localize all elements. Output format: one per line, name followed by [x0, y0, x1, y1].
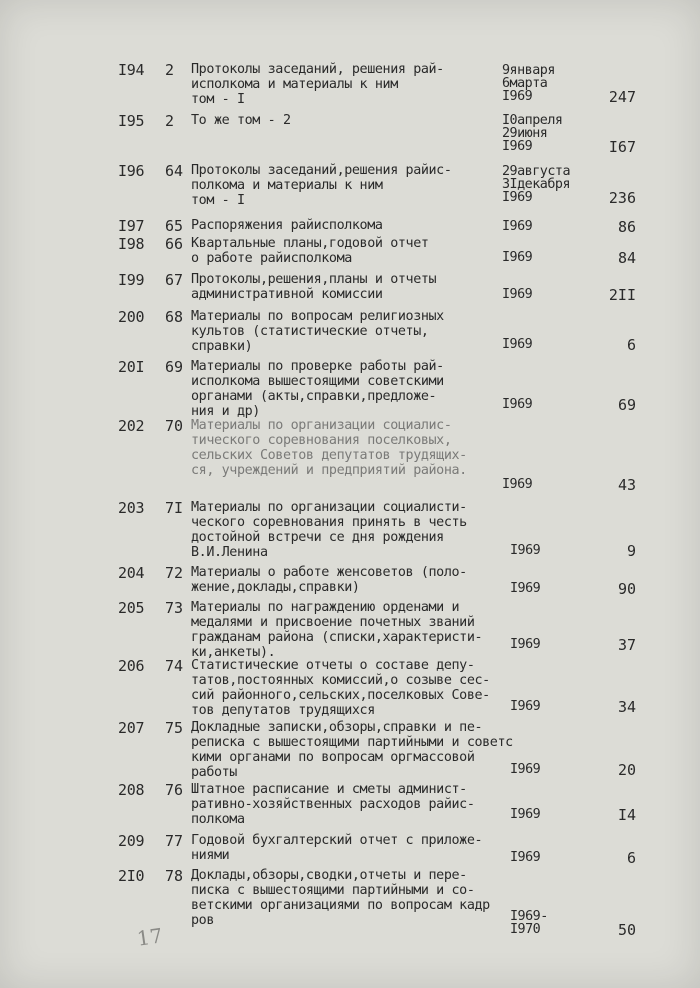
- date-line: I969: [502, 219, 533, 234]
- file-number: 66: [165, 235, 184, 253]
- date-line: I969: [510, 637, 541, 652]
- title-line: Годовой бухгалтерский отчет с приложе-: [191, 833, 483, 848]
- file-number: 67: [165, 271, 184, 289]
- sheet-count: 6: [626, 849, 636, 867]
- title-line: Штатное расписание и сметы админист-: [191, 782, 467, 797]
- file-number: 77: [165, 832, 184, 850]
- date-line: I969: [510, 699, 541, 714]
- item-number: I96: [118, 162, 145, 180]
- file-title: [191, 868, 511, 928]
- title-line: писка с вышестоящими партийными и со-: [191, 883, 475, 898]
- title-line: том - I: [191, 193, 245, 208]
- item-number: 2I0: [118, 867, 145, 885]
- title-line: органами (акты,справки,предложе-: [191, 389, 437, 404]
- title-line: работы: [191, 765, 237, 780]
- date-line: I969-: [510, 909, 548, 924]
- title-line: кими органами по вопросам оргмассовой: [191, 750, 475, 765]
- file-title: [191, 236, 511, 266]
- file-number: 76: [165, 781, 184, 799]
- date-line: 3Iдекабря: [502, 177, 571, 192]
- title-line: То же том - 2: [191, 113, 291, 128]
- date-line: 29августа: [502, 164, 571, 179]
- sheet-count: 69: [617, 396, 636, 414]
- file-number: 78: [165, 867, 184, 885]
- file-number: 7I: [165, 499, 184, 517]
- sheet-count: 236: [608, 189, 636, 207]
- sheet-count: 247: [608, 88, 636, 106]
- sheet-count: 20: [617, 761, 636, 779]
- title-line: Квартальные планы,годовой отчет: [191, 236, 429, 251]
- date-line: I969: [510, 543, 541, 558]
- file-number: 75: [165, 719, 184, 737]
- file-title: [191, 565, 511, 595]
- file-number: 68: [165, 308, 184, 326]
- item-number: 208: [118, 781, 145, 799]
- file-number: 73: [165, 599, 184, 617]
- title-line: жение,доклады,справки): [191, 580, 360, 595]
- title-line: ния и др): [191, 404, 260, 419]
- title-line: Доклады,обзоры,сводки,отчеты и пере-: [191, 868, 467, 883]
- title-line: ниями: [191, 848, 230, 863]
- title-line: полкома: [191, 812, 245, 827]
- title-line: исполкома вышестоящими советскими: [191, 374, 444, 389]
- title-line: культов (статистические отчеты,: [191, 324, 429, 339]
- file-number: 2: [165, 61, 175, 79]
- item-number: 20I: [118, 358, 145, 376]
- date-line: I970: [510, 922, 541, 937]
- title-line: полкома и материалы к ним: [191, 178, 383, 193]
- sheet-count: 37: [617, 636, 636, 654]
- file-number: 70: [165, 417, 184, 435]
- title-line: гражданам района (списки,характеристи-: [191, 630, 483, 645]
- title-line: том - I: [191, 92, 245, 107]
- sheet-count: 90: [617, 580, 636, 598]
- file-title: [191, 500, 511, 560]
- sheet-count: 2II: [608, 286, 636, 304]
- title-line: Материалы по организации социалис-: [191, 418, 452, 433]
- title-line: Материалы о работе женсоветов (поло-: [191, 565, 467, 580]
- item-number: I98: [118, 235, 145, 253]
- title-line: медалями и присвоение почетных званий: [191, 615, 475, 630]
- title-line: Материалы по вопросам религиозных: [191, 309, 444, 324]
- title-line: В.И.Ленина: [191, 545, 268, 560]
- file-title: [191, 113, 511, 128]
- date-line: 6марта: [502, 76, 548, 91]
- sheet-count: 9: [626, 542, 636, 560]
- date-line: 9января: [502, 63, 555, 78]
- sheet-count: 86: [617, 218, 636, 236]
- file-number: 64: [165, 162, 184, 180]
- date-line: I969: [502, 139, 533, 154]
- title-line: Распоряжения райисполкома: [191, 218, 383, 233]
- date-line: I969: [510, 850, 541, 865]
- title-line: Протоколы заседаний, решения рай-: [191, 62, 444, 77]
- file-number: 2: [165, 112, 175, 130]
- title-line: Материалы по организации социалисти-: [191, 500, 467, 515]
- item-number: I99: [118, 271, 145, 289]
- title-line: Протоколы,решения,планы и отчеты: [191, 272, 437, 287]
- title-line: сий районного,сельских,поселковых Сове-: [191, 688, 490, 703]
- title-line: ся, учреждений и предприятий района.: [191, 463, 467, 478]
- title-line: ки,анкеты).: [191, 645, 276, 660]
- file-title: [191, 272, 511, 302]
- file-number: 74: [165, 657, 184, 675]
- title-line: Докладные записки,обзоры,справки и пе-: [191, 720, 483, 735]
- item-number: I97: [118, 217, 145, 235]
- title-line: Материалы по награждению орденами и: [191, 600, 460, 615]
- file-title: [191, 218, 511, 233]
- title-line: административной комиссии: [191, 287, 383, 302]
- title-line: справки): [191, 339, 253, 354]
- file-title: [191, 658, 511, 718]
- file-title: [191, 782, 511, 827]
- file-title: [191, 62, 511, 107]
- date-line: I969: [502, 250, 533, 265]
- date-line: I969: [502, 287, 533, 302]
- file-number: 72: [165, 564, 184, 582]
- date-line: I969: [502, 89, 533, 104]
- title-line: тического соревнования поселковых,: [191, 433, 452, 448]
- title-line: исполкома и материалы к ним: [191, 77, 398, 92]
- title-line: реписка с вышестоящими партийными и советс: [191, 735, 513, 750]
- file-title: [191, 600, 511, 660]
- handwritten-page-number: 17: [135, 923, 164, 951]
- date-line: I969: [510, 762, 541, 777]
- date-line: I969: [502, 337, 533, 352]
- sheet-count: 84: [617, 249, 636, 267]
- date-line: I969: [502, 397, 533, 412]
- title-line: тов депутатов трудящихся: [191, 703, 375, 718]
- item-number: 200: [118, 308, 145, 326]
- item-number: 205: [118, 599, 145, 617]
- date-line: I969: [502, 190, 533, 205]
- file-title: [191, 418, 511, 478]
- file-title: [191, 163, 511, 208]
- date-line: I969: [510, 807, 541, 822]
- item-number: 207: [118, 719, 145, 737]
- item-number: 202: [118, 417, 145, 435]
- sheet-count: 34: [617, 698, 636, 716]
- file-title: [191, 720, 511, 780]
- title-line: ческого соревнования принять в честь: [191, 515, 467, 530]
- title-line: достойной встречи се дня рождения: [191, 530, 444, 545]
- title-line: Материалы по проверке работы рай-: [191, 359, 444, 374]
- file-number: 69: [165, 358, 184, 376]
- title-line: Статистические отчеты о составе депу-: [191, 658, 475, 673]
- item-number: 206: [118, 657, 145, 675]
- file-number: 65: [165, 217, 184, 235]
- item-number: 209: [118, 832, 145, 850]
- title-line: ветскими организациями по вопросам кадр: [191, 898, 490, 913]
- title-line: ративно-хозяйственных расходов райис-: [191, 797, 475, 812]
- sheet-count: 43: [617, 476, 636, 494]
- item-number: I94: [118, 61, 145, 79]
- date-line: I969: [502, 477, 533, 492]
- item-number: I95: [118, 112, 145, 130]
- sheet-count: 50: [617, 921, 636, 939]
- title-line: татов,постоянных комиссий,о созыве сес-: [191, 673, 490, 688]
- date-line: I969: [510, 581, 541, 596]
- item-number: 204: [118, 564, 145, 582]
- sheet-count: I4: [617, 806, 636, 824]
- title-line: ров: [191, 913, 214, 928]
- date-line: 29июня: [502, 126, 548, 141]
- file-title: [191, 309, 511, 354]
- sheet-count: 6: [626, 336, 636, 354]
- file-title: [191, 359, 511, 419]
- file-title: [191, 833, 511, 863]
- item-number: 203: [118, 499, 145, 517]
- sheet-count: I67: [608, 138, 636, 156]
- title-line: сельских Советов депутатов трудящих-: [191, 448, 467, 463]
- title-line: Протоколы заседаний,решения райис-: [191, 163, 452, 178]
- title-line: о работе райисполкома: [191, 251, 352, 266]
- date-line: I0апреля: [502, 113, 563, 128]
